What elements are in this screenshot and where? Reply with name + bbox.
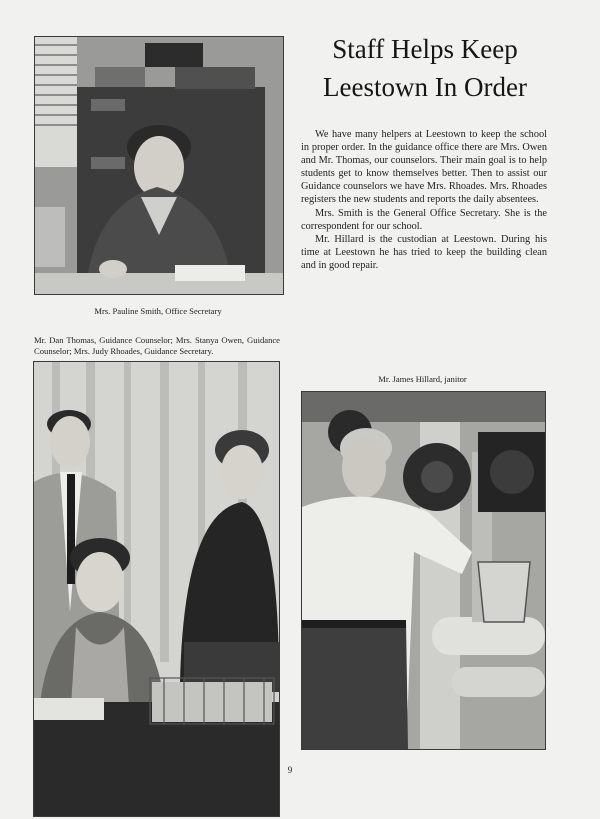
page-headline [300, 30, 550, 106]
headline-line-1: Staff Helps Keep [332, 34, 518, 64]
secretary-photo [34, 36, 284, 295]
secretary-caption: Mrs. Pauline Smith, Office Secretary [94, 306, 222, 316]
page-number: 9 [287, 765, 293, 775]
article-paragraph: Mr. Hillard is the custodian at Leestown. During his time at Leestown he has tried to keep the building clean and in good repair. [301, 233, 547, 271]
janitor-photo [301, 391, 546, 750]
janitor-caption: Mr. James Hillard, janitor [378, 374, 467, 384]
guidance-caption: Mr. Dan Thomas, Guidance Counselor; Mrs. Stanya Owen, Guidance Counselor; Mrs. Judy Rhoades, Guidance Secretary. [34, 335, 280, 356]
headline-line-2: Leestown In Order [323, 72, 527, 102]
guidance-photo [33, 361, 280, 817]
article-paragraph: We have many helpers at Leestown to keep the school in proper order. In the guidance office there are Mrs. Owen and Mr. Thomas, our counselors. Their main goal is to help students get to know themselves better. Then to assist our Guidance counselors we have Mrs. Rhoades. Mrs. Rhoades registers the new students and reports the daily absentees. [301, 129, 547, 206]
article-body [301, 128, 547, 272]
article-paragraph: Mrs. Smith is the General Office Secretary. She is the correspondent for our school. [301, 207, 547, 232]
